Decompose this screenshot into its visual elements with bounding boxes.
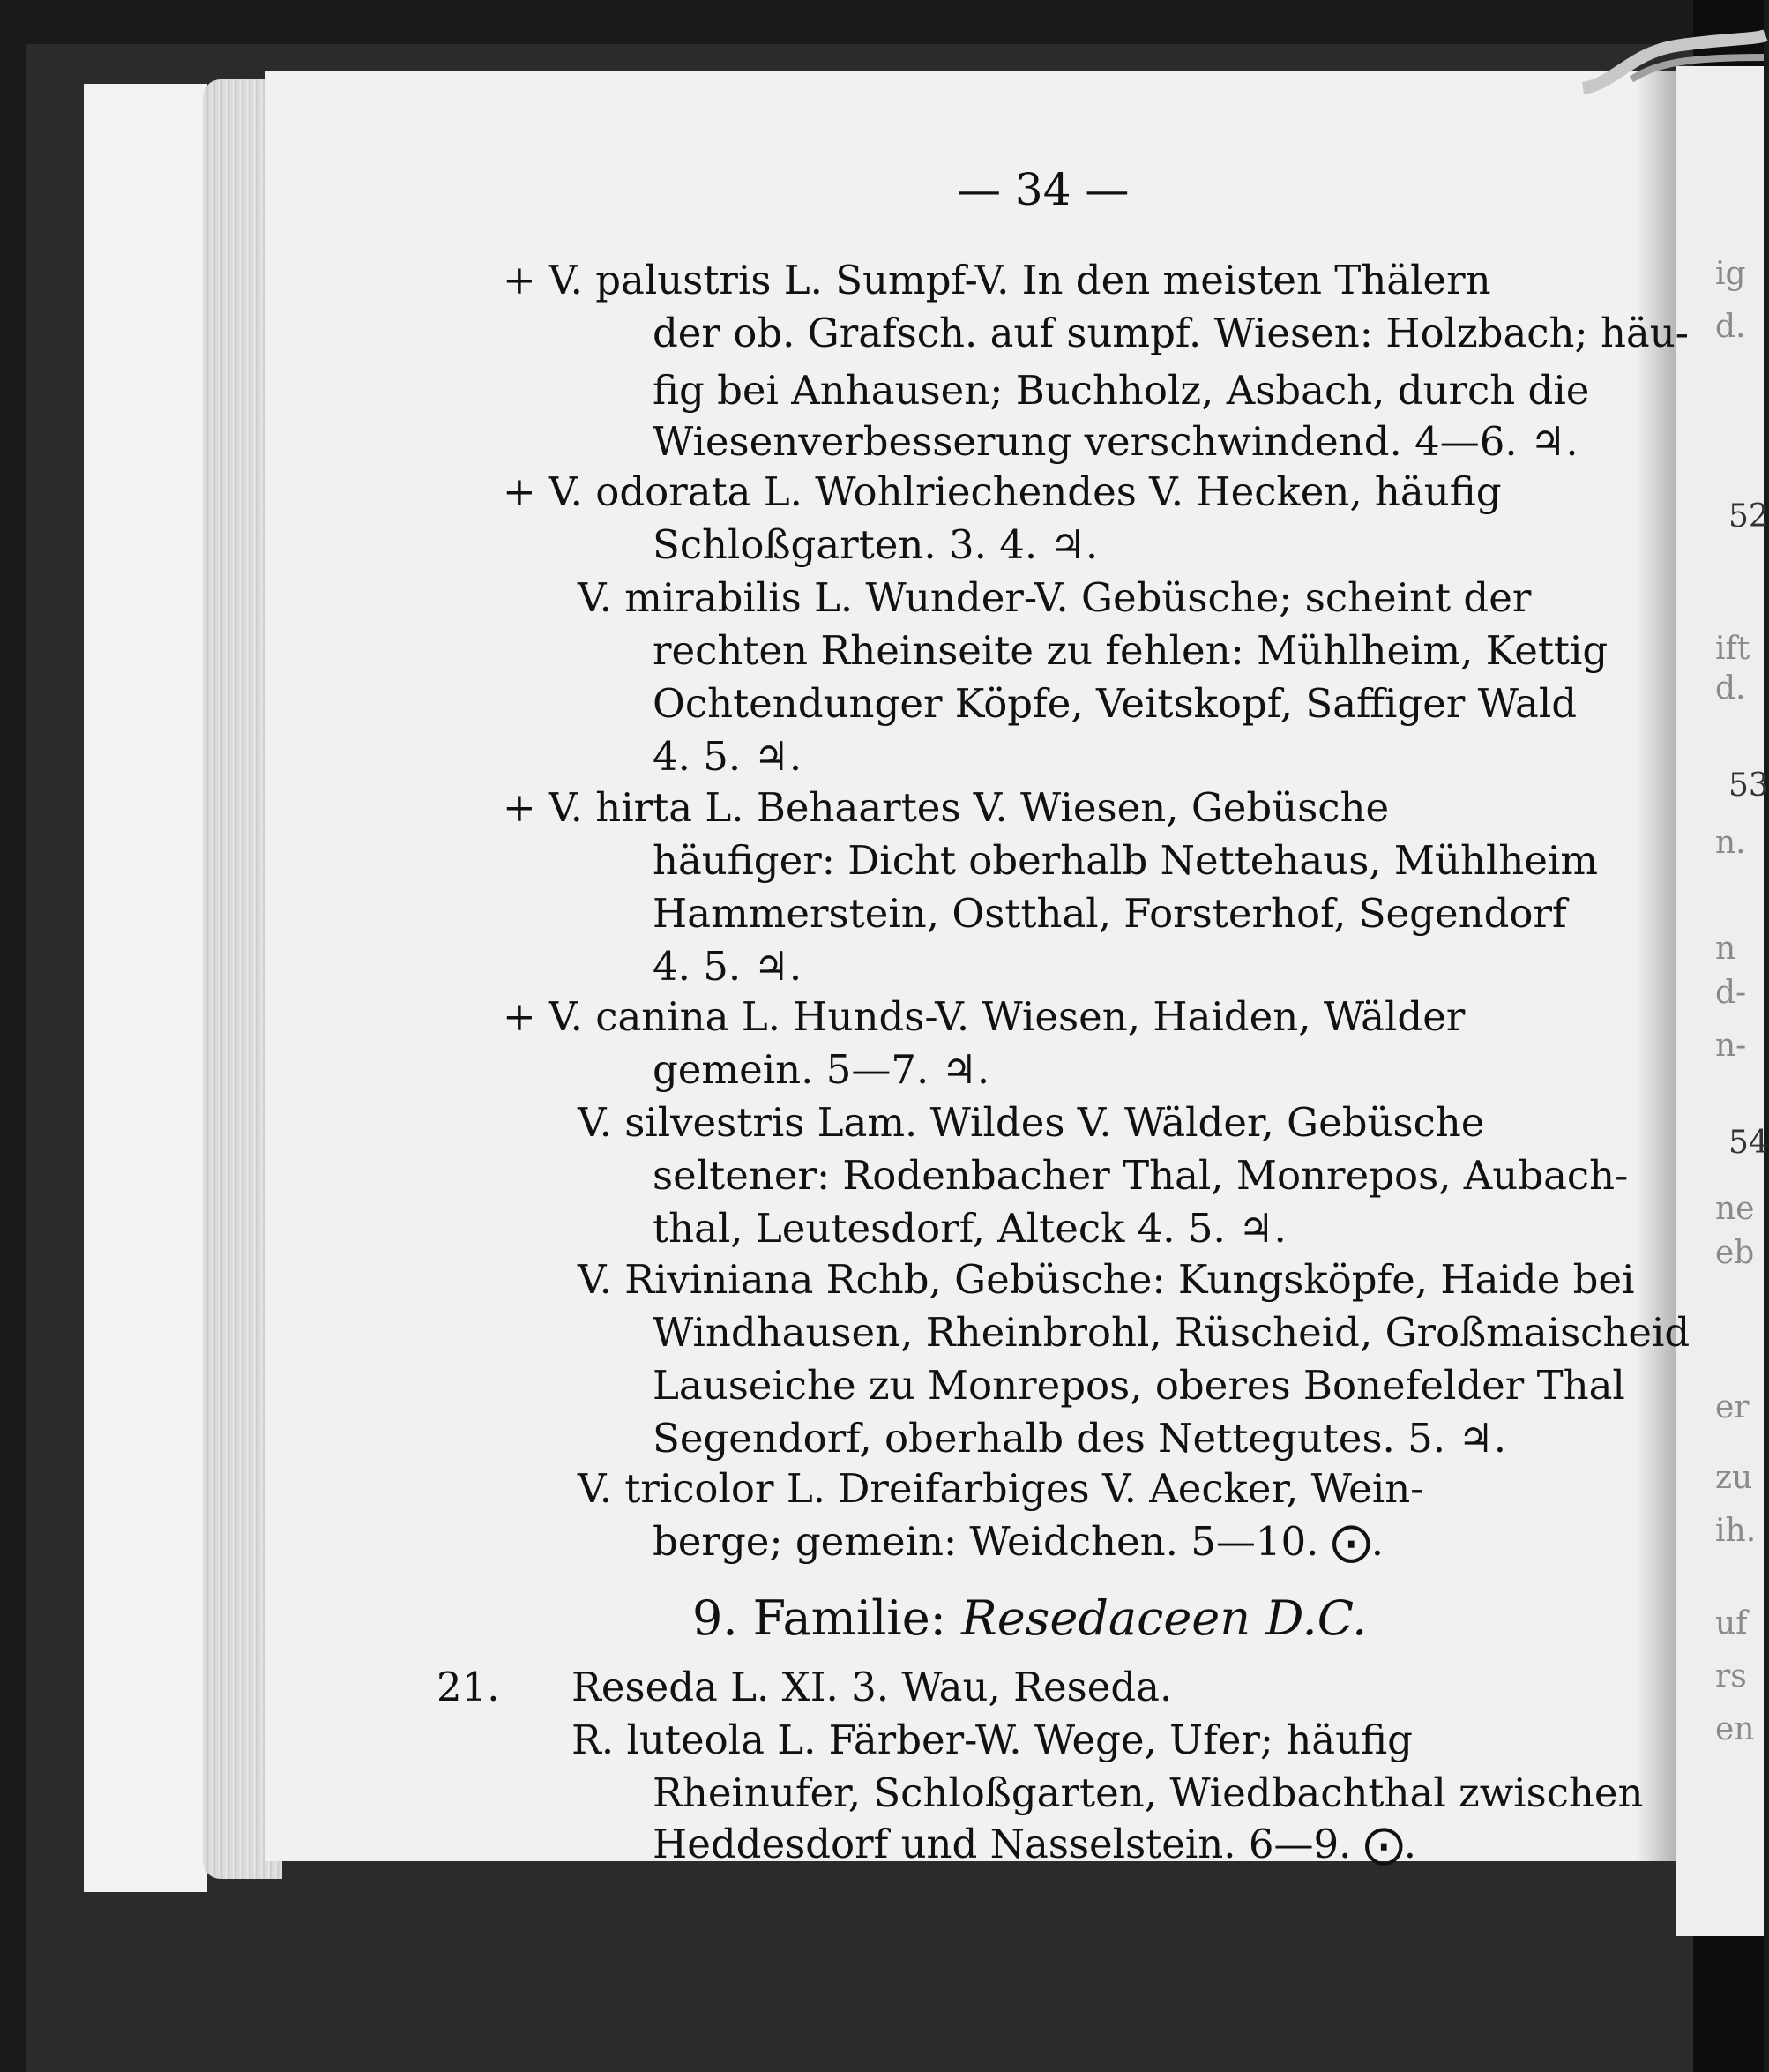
entry-mirabilis-line-4: 4. 5. ♃. xyxy=(653,733,802,780)
entry-tricolor-line-2: berge; gemein: Weidchen. 5—10. ⨀. xyxy=(653,1518,1385,1565)
margin-fragment: d. xyxy=(1715,670,1746,707)
entry-silvestris-line-3: thal, Leutesdorf, Alteck 4. 5. ♃. xyxy=(653,1205,1287,1252)
margin-fragment: n xyxy=(1715,931,1736,967)
margin-fragment: ne xyxy=(1715,1191,1755,1227)
entry-luteola-line-1: R. luteola L. Färber-W. Wege, Ufer; häufig xyxy=(571,1717,1413,1763)
page-number: — 34 — xyxy=(957,164,1130,215)
entry-hirta-line-4: 4. 5. ♃. xyxy=(653,943,802,990)
entry-odorata-line-1: + V. odorata L. Wohlriechendes V. Hecken, häufig xyxy=(503,468,1502,515)
entry-luteola-line-2: Rheinufer, Schloßgarten, Wiedbachthal zwischen xyxy=(653,1769,1644,1816)
genus-line: Reseda L. XI. 3. Wau, Reseda. xyxy=(571,1664,1173,1710)
entry-hirta-line-1: + V. hirta L. Behaartes V. Wiesen, Gebüsche xyxy=(503,784,1390,831)
entry-canina-line-1: + V. canina L. Hunds-V. Wiesen, Haiden, Wälder xyxy=(503,993,1466,1040)
genus-number: 21. xyxy=(437,1664,500,1710)
margin-fragment: 52 xyxy=(1728,498,1769,535)
margin-fragment: eb xyxy=(1715,1235,1755,1271)
entry-riviniana-line-1: V. Riviniana Rchb, Gebüsche: Kungsköpfe, Haide bei xyxy=(578,1256,1635,1303)
entry-tricolor-line-1: V. tricolor L. Dreifarbiges V. Aecker, Wein- xyxy=(578,1465,1424,1512)
entry-mirabilis-line-2: rechten Rheinseite zu fehlen: Mühlheim, Kettig xyxy=(653,627,1609,674)
entry-canina-line-2: gemein. 5—7. ♃. xyxy=(653,1046,990,1093)
entry-silvestris-line-1: V. silvestris Lam. Wildes V. Wälder, Gebüsche xyxy=(578,1099,1485,1146)
margin-fragment: uf xyxy=(1715,1605,1748,1642)
margin-fragment: d. xyxy=(1715,309,1746,345)
margin-fragment: ift xyxy=(1715,631,1750,667)
margin-fragment: d- xyxy=(1715,975,1747,1011)
entry-hirta-line-3: Hammerstein, Ostthal, Forsterhof, Segendorf xyxy=(653,890,1567,937)
margin-fragment: n- xyxy=(1715,1028,1747,1064)
entry-palustris-line-4: Wiesenverbesserung verschwindend. 4—6. ♃. xyxy=(653,418,1579,465)
margin-fragment: zu xyxy=(1715,1460,1753,1496)
entry-palustris-line-2: der ob. Grafsch. auf sumpf. Wiesen: Holzbach; häu- xyxy=(653,310,1689,356)
entry-riviniana-line-3: Lauseiche zu Monrepos, oberes Bonefelder Thal xyxy=(653,1362,1625,1409)
margin-fragment: 54 xyxy=(1728,1125,1769,1161)
entry-silvestris-line-2: seltener: Rodenbacher Thal, Monrepos, Aubach- xyxy=(653,1152,1629,1199)
entry-riviniana-line-2: Windhausen, Rheinbrohl, Rüscheid, Großmaischeid xyxy=(653,1309,1691,1356)
entry-hirta-line-2: häufiger: Dicht oberhalb Nettehaus, Mühlheim xyxy=(653,837,1599,884)
entry-mirabilis-line-3: Ochtendunger Köpfe, Veitskopf, Saffiger Wald xyxy=(653,680,1578,727)
entry-mirabilis-line-1: V. mirabilis L. Wunder-V. Gebüsche; scheint der xyxy=(578,574,1532,621)
margin-fragment: ig xyxy=(1715,256,1746,292)
entry-odorata-line-2: Schloßgarten. 3. 4. ♃. xyxy=(653,521,1099,568)
family-label: 9. Familie: xyxy=(692,1590,946,1646)
margin-fragment: ih. xyxy=(1715,1513,1757,1549)
margin-fragment: rs xyxy=(1715,1658,1747,1694)
margin-fragment: er xyxy=(1715,1389,1750,1425)
family-name: Resedaceen D.C. xyxy=(961,1590,1368,1646)
margin-fragment: n. xyxy=(1715,825,1746,861)
margin-fragment: 53 xyxy=(1728,767,1769,804)
margin-fragment: en xyxy=(1715,1711,1755,1747)
entry-luteola-line-3: Heddesdorf und Nasselstein. 6—9. ⨀. xyxy=(653,1821,1417,1867)
entry-palustris-line-3: fig bei Anhausen; Buchholz, Asbach, durch die xyxy=(653,367,1590,414)
entry-palustris-line-1: + V. palustris L. Sumpf-V. In den meisten Thälern xyxy=(503,257,1491,303)
entry-riviniana-line-4: Segendorf, oberhalb des Nettegutes. 5. ♃. xyxy=(653,1415,1507,1462)
family-heading xyxy=(692,1590,1368,1646)
